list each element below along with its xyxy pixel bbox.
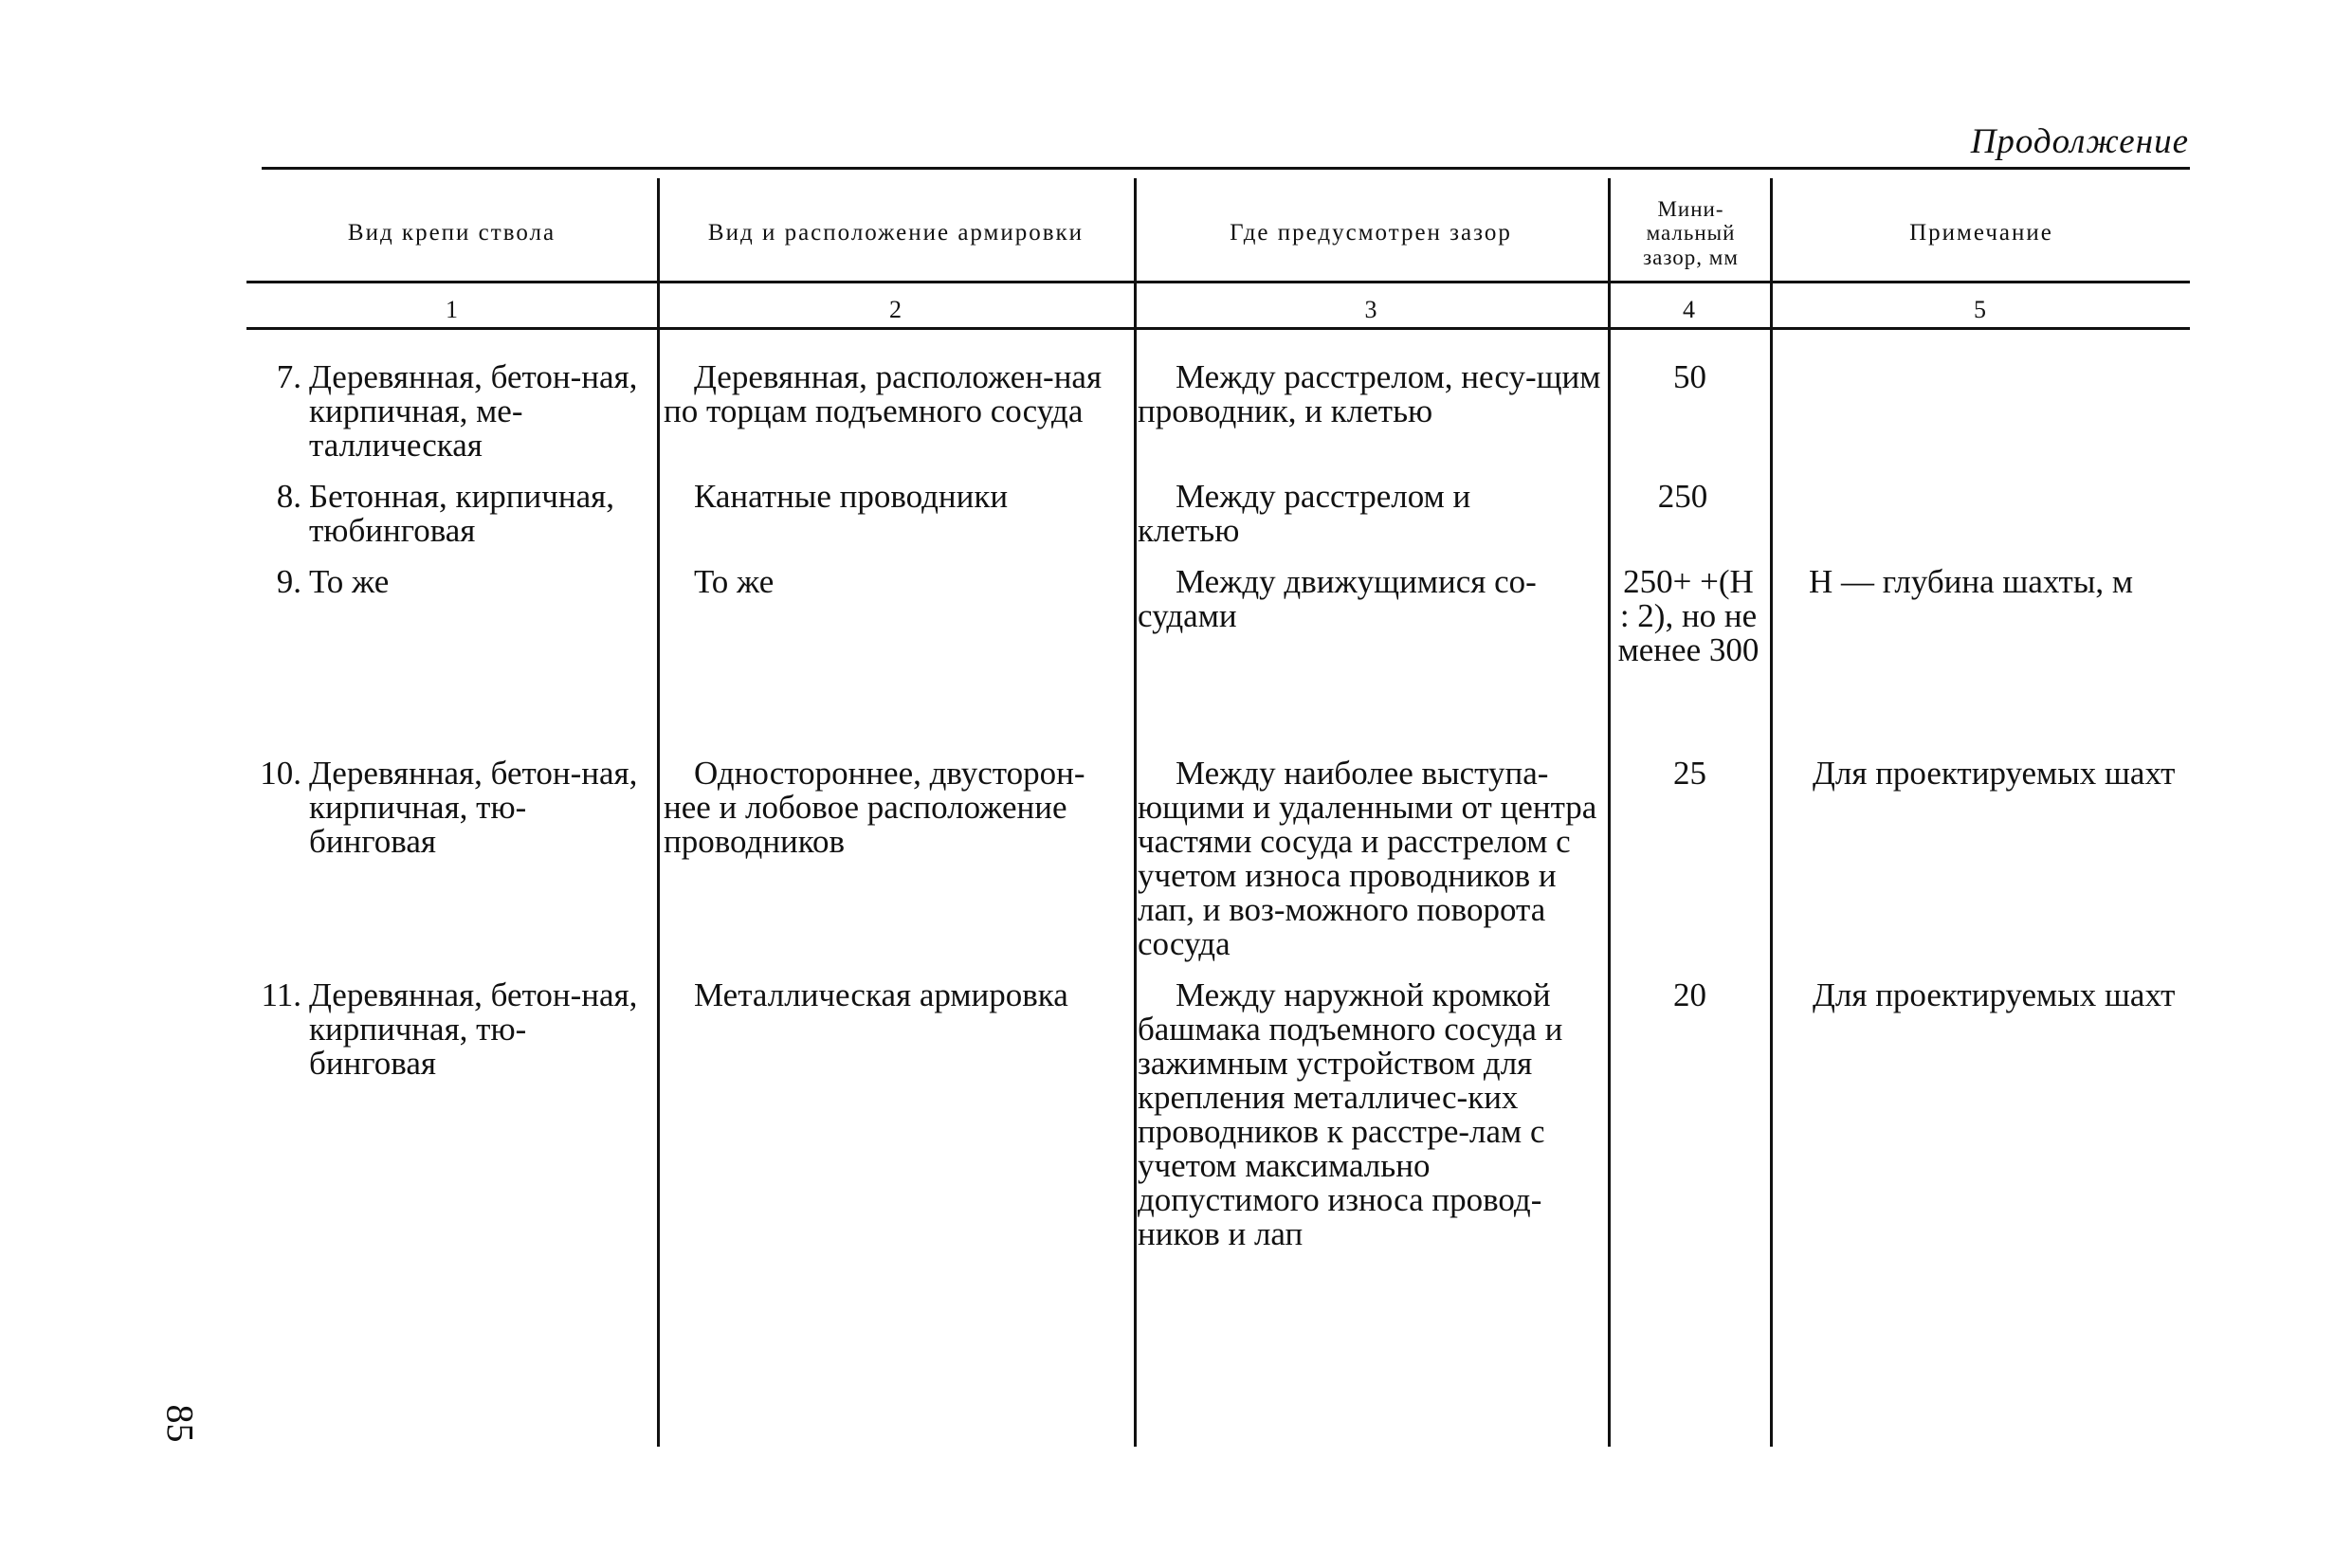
table-top-rule	[262, 167, 2190, 170]
column-divider-1	[657, 178, 660, 1447]
support-type: Деревянная, бетон-ная, кирпичная, ме-таллическая	[309, 358, 638, 464]
reinforcement: Одностороннее, двусторон-нее и лобовое расположение проводников	[664, 755, 1085, 860]
header-bottom-rule	[246, 281, 2190, 283]
note: Для проектируемых шахт	[1813, 755, 2176, 792]
min-gap: 250+ +(H : 2), но не менее 300	[1617, 563, 1759, 668]
min-gap: 25	[1673, 755, 1706, 792]
gap-location: Между движущимися со-судами	[1138, 563, 1537, 634]
header-min-gap: Мини-мальный зазор, мм	[1643, 197, 1739, 269]
row-number: 8.	[276, 478, 301, 515]
min-gap: 20	[1673, 976, 1706, 1013]
reinforcement: Канатные проводники	[694, 478, 1009, 515]
min-gap: 250	[1657, 478, 1708, 515]
column-number-rule	[246, 327, 2190, 330]
gap-location: Между наиболее выступа-ющими и удаленными от центра частями сосуда и расстрелом с учетом износа проводников и лап, и воз-можного поворота сосуда	[1138, 755, 1597, 962]
reinforcement: То же	[694, 563, 775, 600]
min-gap: 50	[1673, 358, 1706, 395]
reinforcement: Деревянная, расположен-ная по торцам подъемного сосуда	[664, 358, 1103, 429]
column-number-5: 5	[1974, 296, 1986, 323]
gap-location: Между наружной кромкой башмака подъемного сосуда и зажимным устройством для крепления металличес-ких проводников к расстре-лам с учетом максимально допустимого износа провод-ников и лап	[1138, 976, 1563, 1252]
column-number-2: 2	[889, 296, 902, 323]
support-type: Деревянная, бетон-ная, кирпичная, тю-бинговая	[309, 976, 638, 1082]
continuation-label: Продолжение	[1970, 122, 2189, 161]
reinforcement: Металлическая армировка	[694, 976, 1068, 1013]
gap-location: Между расстрелом, несу-щим проводник, и клетью	[1138, 358, 1601, 429]
page-number: 85	[158, 1404, 202, 1443]
row-number: 11.	[261, 976, 301, 1013]
support-type: Деревянная, бетон-ная, кирпичная, тю-бинговая	[309, 755, 638, 860]
note: Н — глубина шахты, м	[1809, 563, 2133, 600]
gap-location: Между расстрелом и клетью	[1138, 478, 1471, 549]
header-gap-location: Где предусмотрен зазор	[1230, 220, 1512, 246]
support-type: Бетонная, кирпичная, тюбинговая	[309, 478, 614, 549]
column-number-4: 4	[1683, 296, 1695, 323]
row-number: 9.	[276, 563, 301, 600]
row-number: 10.	[260, 755, 301, 792]
support-type: То же	[309, 563, 390, 600]
column-divider-4	[1770, 178, 1773, 1447]
row-number: 7.	[276, 358, 301, 395]
note: Для проектируемых шахт	[1813, 976, 2176, 1013]
header-reinforcement: Вид и расположение армировки	[707, 220, 1085, 246]
gap-table	[246, 167, 2190, 1447]
column-divider-3	[1608, 178, 1611, 1447]
header-support-type: Вид крепи ствола	[347, 220, 556, 246]
column-divider-2	[1134, 178, 1137, 1447]
header-note: Примечание	[1909, 220, 2053, 246]
column-number-3: 3	[1364, 296, 1377, 323]
column-number-1: 1	[446, 296, 458, 323]
